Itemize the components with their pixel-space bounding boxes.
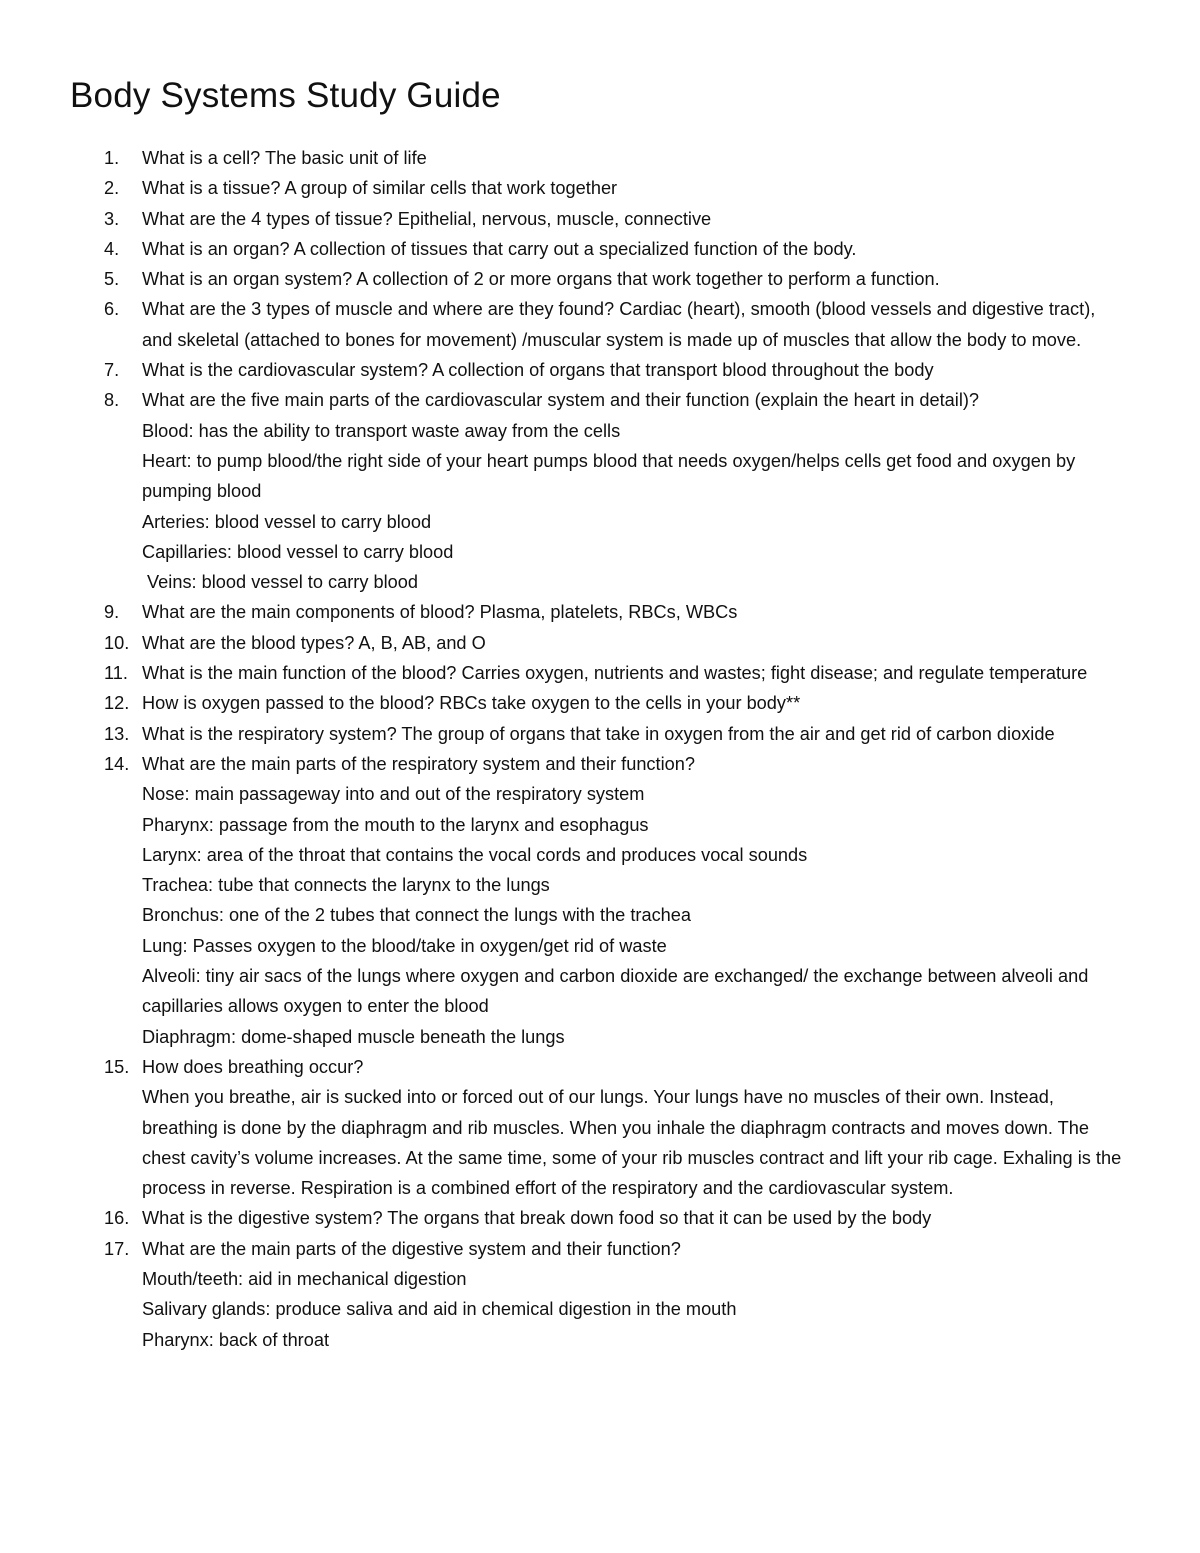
item-number: 14. [104,753,130,774]
list-item [0,264,1200,294]
item-text: What is the cardiovascular system? A collection of organs that transport blood throughout the body [142,360,934,381]
sub-line: Trachea: tube that connects the larynx to the lungs [142,875,550,896]
item-number: 6. [104,299,120,320]
item-number: 3. [104,208,120,229]
item-text: What are the main components of blood? Plasma, platelets, RBCs, WBCs [142,602,738,623]
sub-line: Capillaries: blood vessel to carry blood [142,541,454,562]
item-text: What are the blood types? A, B, AB, and O [142,632,486,653]
sub-line: Larynx: area of the throat that contains the vocal cords and produces vocal sounds [142,844,808,865]
item-text: How is oxygen passed to the blood? RBCs take oxygen to the cells in your body** [142,693,801,714]
sub-line: Pharynx: passage from the mouth to the larynx and esophagus [142,814,649,835]
item-number: 11. [104,663,128,684]
sub-line: Heart: to pump blood/the right side of your heart pumps blood that needs oxygen/helps cells get food and oxygen by pumping blood [142,450,1076,502]
item-text: How does breathing occur? [142,1056,364,1077]
sub-line: Nose: main passageway into and out of the respiratory system [142,784,645,805]
item-text: What are the main parts of the digestive system and their function? [142,1238,681,1259]
item-text: What is the digestive system? The organs that break down food so that it can be used by the body [142,1208,932,1229]
item-number: 17. [104,1238,130,1259]
sub-line: Mouth/teeth: aid in mechanical digestion [142,1268,467,1289]
item-number: 2. [104,178,120,199]
list-item [0,204,1200,234]
sub-line: Lung: Passes oxygen to the blood/take in oxygen/get rid of waste [142,935,667,956]
item-number: 13. [104,723,130,744]
item-number: 10. [104,632,130,653]
sub-line: Salivary glands: produce saliva and aid in chemical digestion in the mouth [142,1299,737,1320]
item-text: What is a cell? The basic unit of life [142,148,427,168]
list-item [0,688,1200,718]
list-item [0,143,1200,173]
item-text: What are the 4 types of tissue? Epithelial, nervous, muscle, connective [142,208,712,229]
list-item [0,719,1200,749]
item-text: What is the respiratory system? The group of organs that take in oxygen from the air and get rid of carbon dioxide [142,723,1055,744]
list-item [0,294,1200,355]
item-text: What is the main function of the blood? Carries oxygen, nutrients and wastes; fight disease; and regulate temperature [142,663,1088,684]
item-number: 5. [104,269,120,290]
list-item [0,658,1200,688]
sub-line: Arteries: blood vessel to carry blood [142,511,432,532]
sub-line: Diaphragm: dome-shaped muscle beneath the lungs [142,1026,565,1047]
list-item [0,1234,1200,1355]
list-item [0,749,1200,1052]
list-item [0,355,1200,385]
page-title: Body Systems Study Guide [70,76,501,115]
item-number: 8. [104,390,120,411]
sub-line: Blood: has the ability to transport waste away from the cells [142,420,621,441]
list-item [0,597,1200,627]
item-number: 16. [104,1208,130,1229]
sub-line: Bronchus: one of the 2 tubes that connect the lungs with the trachea [142,905,692,926]
sub-paragraph: When you breathe, air is sucked into or forced out of our lungs. Your lungs have no muscles of their own. Instead, breathing is done by the diaphragm and rib muscles. When you inhale the diaphragm contracts and moves down. The chest cavity’s volume increases. At the same time, some of your rib muscles contract and lift your rib cage. Exhaling is the process in reverse. Respiration is a combined effort of the respiratory and the cardiovascular system. [142,1087,1122,1199]
list-item [0,385,1200,597]
item-text: What is an organ? A collection of tissues that carry out a specialized function of the body. [142,238,857,259]
list-item [0,1052,1200,1203]
item-text: What is an organ system? A collection of 2 or more organs that work together to perform a function. [142,269,940,290]
question-list [0,143,1200,1355]
item-text: What are the main parts of the respiratory system and their function? [142,753,695,774]
item-number: 1. [104,148,120,168]
list-item [0,173,1200,203]
sub-line: Alveoli: tiny air sacs of the lungs where oxygen and carbon dioxide are exchanged/ the exchange between alveoli and capillaries allows oxygen to enter the blood [142,966,1089,1017]
sub-line: Pharynx: back of throat [142,1329,330,1350]
item-number: 7. [104,360,120,381]
list-item [0,1203,1200,1233]
item-text: What are the 3 types of muscle and where are they found? Cardiac (heart), smooth (blood vessels and digestive tract), and skeletal (attached to bones for movement) /muscular system is made up of muscles that allow the body to move. [142,299,1096,350]
list-item [0,628,1200,658]
item-number: 12. [104,693,130,714]
list-item [0,234,1200,264]
item-number: 4. [104,238,120,259]
item-number: 9. [104,602,120,623]
item-text: What are the five main parts of the cardiovascular system and their function (explain the heart in detail)? [142,390,980,411]
item-text: What is a tissue? A group of similar cells that work together [142,178,618,199]
item-number: 15. [104,1056,130,1077]
sub-line: Veins: blood vessel to carry blood [142,572,418,593]
